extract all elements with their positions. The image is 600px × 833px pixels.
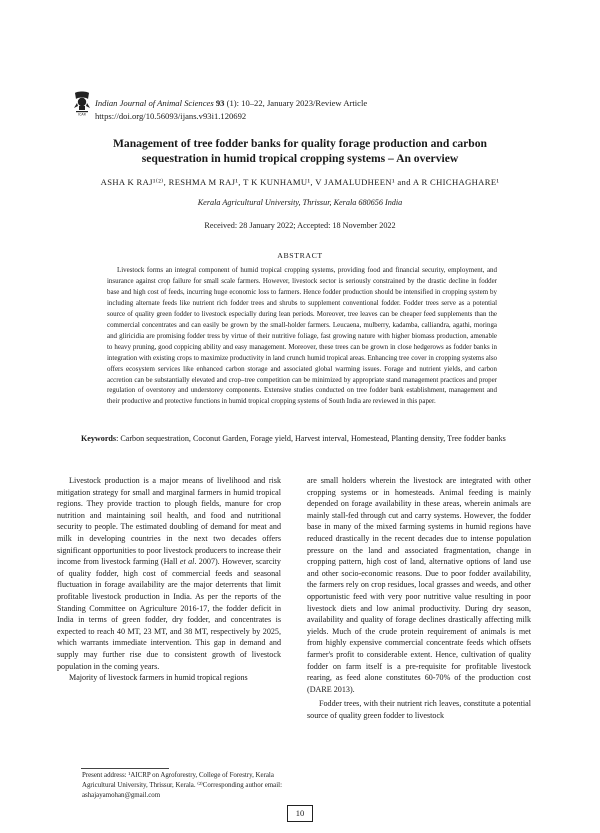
citation-et-al: et al	[179, 557, 195, 567]
article-title-line-1: Management of tree fodder banks for quality forage production and carbon	[112, 137, 487, 150]
author-list: ASHA K RAJ¹⁽²⁾, RESHMA M RAJ¹, T K KUNHAMU¹, V JAMALUDHEEN¹ and A R CHICHAGHARE¹	[100, 177, 500, 187]
body-paragraph: are small holders wherein the livestock are integrated with other cropping systems or in homesteads. Animal feeding is mainly depended on forage availability in these areas, wherein animals are mainly stall-fed through cut and carry systems. However, the fodder base in many of the mixed farming systems in humid regions have reduced drastically in the recent decades due to intense population pressure on the land and associated fragmentation, change in cropping pattern, high cost of land, alternative options of land use and other socio-economic reasons. Due to poor fodder availability, the farmers rely on crop residues, local grasses and weeds, and other opportunistic feed with very poor nutritive value resulting in poor livestock diets and low animal productivity. During dry season, availability and quality of forage declines drastically affecting milk yields. Much of the crude protein requirement of animals is met from highly expensive commercial concentrate feeds which offsets farmer's profit to considerable extent. Hence, cultivation of quality fodder on farm itself is a pre-requisite for profitable livestock rearing, as feed alone constitutes 60-70% of the production cost (DARE 2013).	[307, 476, 531, 694]
body-paragraph	[57, 475, 281, 672]
footnote-divider	[81, 768, 169, 769]
body-column-left	[57, 475, 281, 684]
keywords	[81, 433, 571, 445]
paragraph-text: Livestock production is a major means of livelihood and risk mitigation strategy for small and marginal farmers in humid tropical regions. They provide traction to plough fields, manure for crop nutrition and maintaining soil health, and food and nutritional security to people. The estimated doubling of demand for meat and milk in developing countries in the next two decades offers significant opportunities to poor livestock producers to increase their income from livestock farming (Hall	[57, 476, 281, 567]
received-accepted-dates: Received: 28 January 2022; Accepted: 18 November 2022	[204, 221, 396, 230]
paragraph-text: . 2007). However, scarcity of quality fodder, high cost of commercial feeds and seasonal fluctuation in forage availability are the major deterrents that limit profitable livestock production in India. As per the reports of the Standing Committee on Agriculture 2016-17, the fodder deficit in India in terms of green fodder, dry fodder, and concentrates is expected to reach 40 MT, 23 MT, and 38 MT, respectively by 2025, which warrants immediate intervention. This gap in demand and supply may further rise due to consistent growth of livestock population in the coming years.	[57, 557, 281, 671]
journal-header	[95, 97, 367, 122]
journal-name: Indian Journal of Animal Sciences	[95, 98, 214, 108]
footnote: Present address: ¹AICRP on Agroforestry, College of Forestry, Kerala Agricultural University, Thrissur, Kerala. ⁽²⁾Corresponding author email: ashajayamohan@gmail.com	[82, 772, 282, 799]
journal-citation	[95, 97, 367, 110]
abstract-heading: ABSTRACT	[277, 251, 323, 260]
abstract-text: Livestock forms an integral component of humid tropical cropping systems, providing food and financial security, employment, and insurance against crop failure for small scale farmers. However, livestock sector is seriously constrained by the drastic decline in fodder base and high cost of feeds, incurring huge economic loss to farmers. Hence fodder production should be intensified in cropping system by including alternate feeds like nutrient rich fodder trees and shrubs to supplement conventional fodder. Fodder trees serve as a potential source of quality green fodder to livestock especially during lean periods. Moreover, tree leaves can be cheaper feed supplements than the commercial concentrates and can easily be grown by the small-holder farmers. Leucaena, mulberry, kadamba, calliandra, agathi, moringa and gliricidia are promising fodder tress by virtue of their nutritive foliage, fast growing nature with higher biomass production, amenable to heavy pruning, good coppicing ability and easy management. Moreover, these trees can be grown in close hedgerows as fodder banks in integration with existing crops to maximize productivity in land crunch humid tropical areas. Enhancing tree cover in cropping systems also offers ecosystem services like enhanced carbon storage and associated global warming issues. Forage and nutrient yields, and carbon accretion can be substantially elevated and crop–tree competition can be minimized by appropriate stand management practices and proper regulation of overstorey and understorey components. Extensive studies conducted on tree fodder bank establishment, management and their productive and protective functions in humid tropical cropping systems of South India are reviewed in this paper.	[107, 266, 497, 406]
keywords-label: Keywords	[81, 434, 117, 443]
journal-issue-pages: (1): 10–22, January 2023/Review Article	[224, 98, 368, 108]
doi-link[interactable]: https://doi.org/10.56093/ijans.v93i1.120692	[95, 110, 247, 121]
article-title	[60, 136, 540, 166]
body-paragraph: Fodder trees, with their nutrient rich leaves, constitute a potential source of quality green fodder to livestock	[307, 699, 531, 720]
body-paragraph: Majority of livestock farmers in humid tropical regions	[69, 673, 248, 683]
body-column-right	[307, 475, 531, 721]
ijans-logo-icon	[72, 90, 92, 116]
affiliation: Kerala Agricultural University, Thrissur, Kerala 680656 India	[197, 198, 403, 207]
journal-volume: 93	[215, 98, 225, 108]
keywords-text: : Carbon sequestration, Coconut Garden, Forage yield, Harvest interval, Homestead, Planting density, Tree fodder banks	[116, 434, 506, 443]
article-title-line-2: sequestration in humid tropical cropping systems – An overview	[141, 152, 459, 165]
page-number: 10	[287, 805, 313, 822]
svg-text:ICAR: ICAR	[78, 112, 86, 116]
